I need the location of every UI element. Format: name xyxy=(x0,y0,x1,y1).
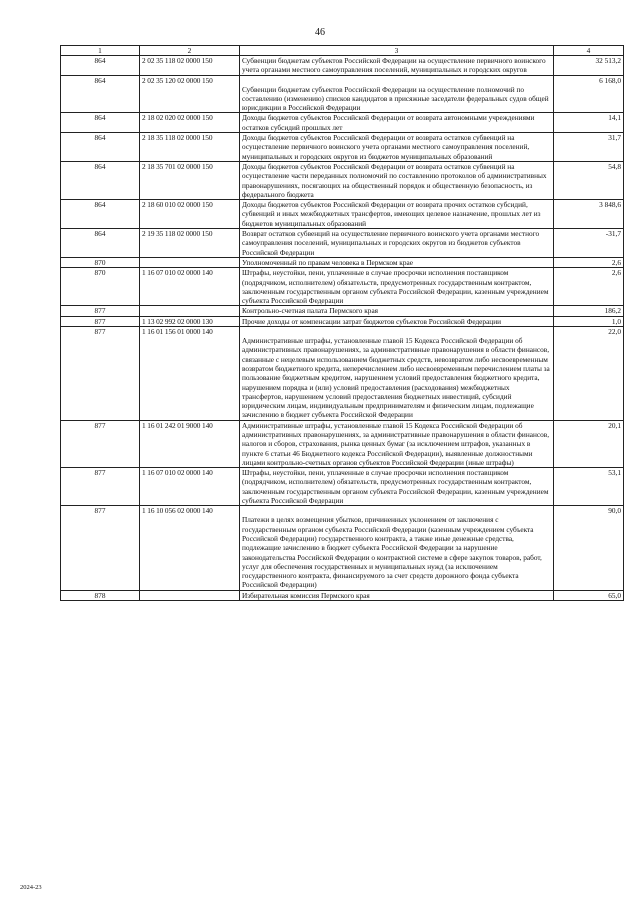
table-row xyxy=(61,113,624,133)
table-row xyxy=(61,590,624,600)
table-row xyxy=(61,316,624,326)
revenue-name-cell xyxy=(240,75,554,113)
revenue-name-cell xyxy=(240,257,554,267)
table-row xyxy=(61,306,624,316)
amount-cell: 32 513,2 xyxy=(554,56,624,76)
admin-code-cell: 877 xyxy=(61,468,140,506)
revenue-code-cell: 1 16 07 010 02 0000 140 xyxy=(140,468,240,506)
revenue-name-cell xyxy=(240,306,554,316)
admin-code-cell: 870 xyxy=(61,257,140,267)
revenue-name-text: Возврат остатков субвенций на осуществление первичного воинского учета органами местного самоуправления поселений, муниципальных и городских округов из бюджетов субъектов Российской Федерации xyxy=(242,229,540,257)
revenue-code-cell: 2 18 02 020 02 0000 150 xyxy=(140,113,240,133)
revenue-name-text: Доходы бюджетов субъектов Российской Федерации от возврата остатков субвенций на осуществление части переданных полномочий по составлению протоколов об административных правонарушениях, посягающих на общественный порядок и общественную безопасность, из федерального бюджета xyxy=(242,161,547,199)
amount-cell: 31,7 xyxy=(554,133,624,162)
amount-cell: 2,6 xyxy=(554,268,624,306)
table-row xyxy=(61,161,624,199)
table-row xyxy=(61,468,624,506)
revenue-name-cell xyxy=(240,229,554,258)
revenue-code-cell xyxy=(140,590,240,600)
admin-code-cell: 870 xyxy=(61,268,140,306)
table-body xyxy=(61,56,624,601)
revenue-code-cell: 1 16 10 056 02 0000 140 xyxy=(140,506,240,590)
revenue-name-text: Доходы бюджетов субъектов Российской Федерации от возврата прочих остатков субсидий, субвенций и иных межбюджетных трансфертов, имеющих целевое назначение, прошлых лет из бюджетов муниципальных образований xyxy=(242,200,541,228)
revenue-code-cell: 1 16 07 010 02 0000 140 xyxy=(140,268,240,306)
table-row xyxy=(61,200,624,229)
amount-cell: 14,1 xyxy=(554,113,624,133)
revenue-code-cell: 2 02 35 118 02 0000 150 xyxy=(140,56,240,76)
revenue-name-cell xyxy=(240,200,554,229)
admin-code-cell: 878 xyxy=(61,590,140,600)
revenue-name-text: Доходы бюджетов субъектов Российской Федерации от возврата остатков субвенций на осуществление первичного воинского учета органами местного самоуправления поселений, муниципальных и городских округов из бюджетов муниципальных образований xyxy=(242,133,530,161)
page-number: 46 xyxy=(315,27,325,38)
revenue-code-cell: 2 18 60 010 02 0000 150 xyxy=(140,200,240,229)
table-row xyxy=(61,133,624,162)
revenue-code-cell xyxy=(140,306,240,316)
revenue-code-cell xyxy=(140,257,240,267)
amount-cell: 2,6 xyxy=(554,257,624,267)
table-row xyxy=(61,268,624,306)
revenue-name-text: Контрольно-счетная палата Пермского края xyxy=(242,306,379,316)
admin-code-cell: 864 xyxy=(61,56,140,76)
revenue-name-text: Платежи в целях возмещения убытков, причиненных уклонением от заключения с государственным органом субъекта Российской Федерации (казенным учреждением субъекта Российской Федерации) государственного контракта, а также иные денежные средства, подлежащие зачислению в бюджет субъекта Российской Федерации за нарушение законодательства Российской Федерации о контрактной системе в сфере закупок товаров, работ, услуг для обеспечения государственных и муниципальных нужд (за исключением государственного контракта, финансируемого за счет средств дорожного фонда субъекта Российской Федерации) xyxy=(242,515,542,590)
revenue-code-cell: 2 18 35 118 02 0000 150 xyxy=(140,133,240,162)
admin-code-cell: 864 xyxy=(61,161,140,199)
revenue-name-text: Субвенции бюджетам субъектов Российской Федерации на осуществление первичного воинского учета органами местного самоуправления поселений, муниципальных и городских округов xyxy=(242,56,546,75)
revenue-table xyxy=(60,45,624,601)
revenue-name-cell xyxy=(240,56,554,76)
revenue-name-cell xyxy=(240,468,554,506)
amount-cell: -31,7 xyxy=(554,229,624,258)
revenue-name-cell xyxy=(240,327,554,421)
revenue-name-text: Штрафы, неустойки, пени, уплаченные в случае просрочки исполнения поставщиком (подрядчиком, исполнителем) обязательств, предусмотренных государственным контрактом, заключенным государственным органом субъекта Российской Федерации, казенным учреждением субъекта Российской Федерации xyxy=(242,468,549,506)
admin-code-cell: 864 xyxy=(61,229,140,258)
table-row xyxy=(61,327,624,421)
revenue-name-text: Избирательная комиссия Пермского края xyxy=(242,590,370,600)
revenue-code-cell: 1 16 01 156 01 0000 140 xyxy=(140,327,240,421)
table-row xyxy=(61,229,624,258)
revenue-code-cell: 1 13 02 992 02 0000 130 xyxy=(140,316,240,326)
revenue-name-cell xyxy=(240,268,554,306)
revenue-code-cell: 2 19 35 118 02 0000 150 xyxy=(140,229,240,258)
revenue-name-cell xyxy=(240,133,554,162)
amount-cell: 6 168,0 xyxy=(554,75,624,113)
admin-code-cell: 877 xyxy=(61,420,140,467)
admin-code-cell: 864 xyxy=(61,200,140,229)
revenue-name-text: Прочие доходы от компенсации затрат бюджетов субъектов Российской Федерации xyxy=(242,316,502,326)
column-header-1: 1 xyxy=(61,46,140,56)
table-row xyxy=(61,506,624,590)
revenue-code-cell: 2 18 35 701 02 0000 150 xyxy=(140,161,240,199)
table-row xyxy=(61,75,624,113)
amount-cell: 22,0 xyxy=(554,327,624,421)
admin-code-cell: 877 xyxy=(61,316,140,326)
table-header-row xyxy=(61,46,624,56)
amount-cell: 3 848,6 xyxy=(554,200,624,229)
amount-cell: 90,0 xyxy=(554,506,624,590)
revenue-name-cell xyxy=(240,506,554,590)
revenue-name-text: Субвенции бюджетам субъектов Российской Федерации на осуществление полномочий по составлению (изменению) списков кандидатов в присяжные заседатели федеральных судов общей юрисдикции в Российской Федерации xyxy=(242,84,549,113)
table-row xyxy=(61,420,624,467)
revenue-name-cell xyxy=(240,420,554,467)
admin-code-cell: 864 xyxy=(61,133,140,162)
amount-cell: 53,1 xyxy=(554,468,624,506)
revenue-name-text: Административные штрафы, установленные главой 15 Кодекса Российской Федерации об административных правонарушениях, за административные правонарушения в области финансов, налогов и сборов, страхования, рынка ценных бумаг (за исключением штрафов, указанных в пункте 6 статьи 46 Бюджетного кодекса Российской Федерации), выявленные должностными лицами контрольно-счетных органов субъектов Российской Федерации (иные штрафы) xyxy=(242,420,550,467)
revenue-name-text: Штрафы, неустойки, пени, уплаченные в случае просрочки исполнения поставщиком (подрядчиком, исполнителем) обязательств, предусмотренных государственным контрактом, заключенным государственным органом субъекта Российской Федерации, казенным учреждением субъекта Российской Федерации xyxy=(242,268,549,306)
footer-code: 2024-23 xyxy=(20,884,42,891)
revenue-name-text: Административные штрафы, установленные главой 15 Кодекса Российской Федерации об административных правонарушениях, за административные правонарушения в области финансов, связанные с нецелевым использованием бюджетных средств, невозвратом либо несвоевременным возвратом бюджетного кредита, неперечислением либо несвоевременным перечислением платы за пользование бюджетным кредитом, нарушением условий предоставления бюджетного кредита, нарушением порядка и (или) условий предоставления (расходования) межбюджетных трансфертов, нарушением условий предоставления бюджетных инвестиций, субсидий юридическим лицам, индивидуальным предпринимателям и физическим лицам, подлежащие зачислению в бюджет субъекта Российской Федерации xyxy=(242,336,550,420)
revenue-code-cell: 2 02 35 120 02 0000 150 xyxy=(140,75,240,113)
revenue-name-cell xyxy=(240,113,554,133)
revenue-code-cell: 1 16 01 242 01 9000 140 xyxy=(140,420,240,467)
amount-cell: 1,0 xyxy=(554,316,624,326)
revenue-name-cell xyxy=(240,316,554,326)
admin-code-cell: 877 xyxy=(61,306,140,316)
amount-cell: 54,8 xyxy=(554,161,624,199)
revenue-name-cell xyxy=(240,161,554,199)
revenue-name-text: Доходы бюджетов субъектов Российской Федерации от возврата автономными учреждениями остатков субсидий прошлых лет xyxy=(242,113,535,132)
revenue-name-text: Уполномоченный по правам человека в Пермском крае xyxy=(242,257,413,267)
admin-code-cell: 877 xyxy=(61,506,140,590)
admin-code-cell: 864 xyxy=(61,113,140,133)
amount-cell: 65,0 xyxy=(554,590,624,600)
column-header-4: 4 xyxy=(554,46,624,56)
amount-cell: 20,1 xyxy=(554,420,624,467)
table-row xyxy=(61,56,624,76)
table-row xyxy=(61,257,624,267)
admin-code-cell: 877 xyxy=(61,327,140,421)
column-header-2: 2 xyxy=(140,46,240,56)
amount-cell: 186,2 xyxy=(554,306,624,316)
column-header-3: 3 xyxy=(240,46,554,56)
revenue-name-cell xyxy=(240,590,554,600)
admin-code-cell: 864 xyxy=(61,75,140,113)
